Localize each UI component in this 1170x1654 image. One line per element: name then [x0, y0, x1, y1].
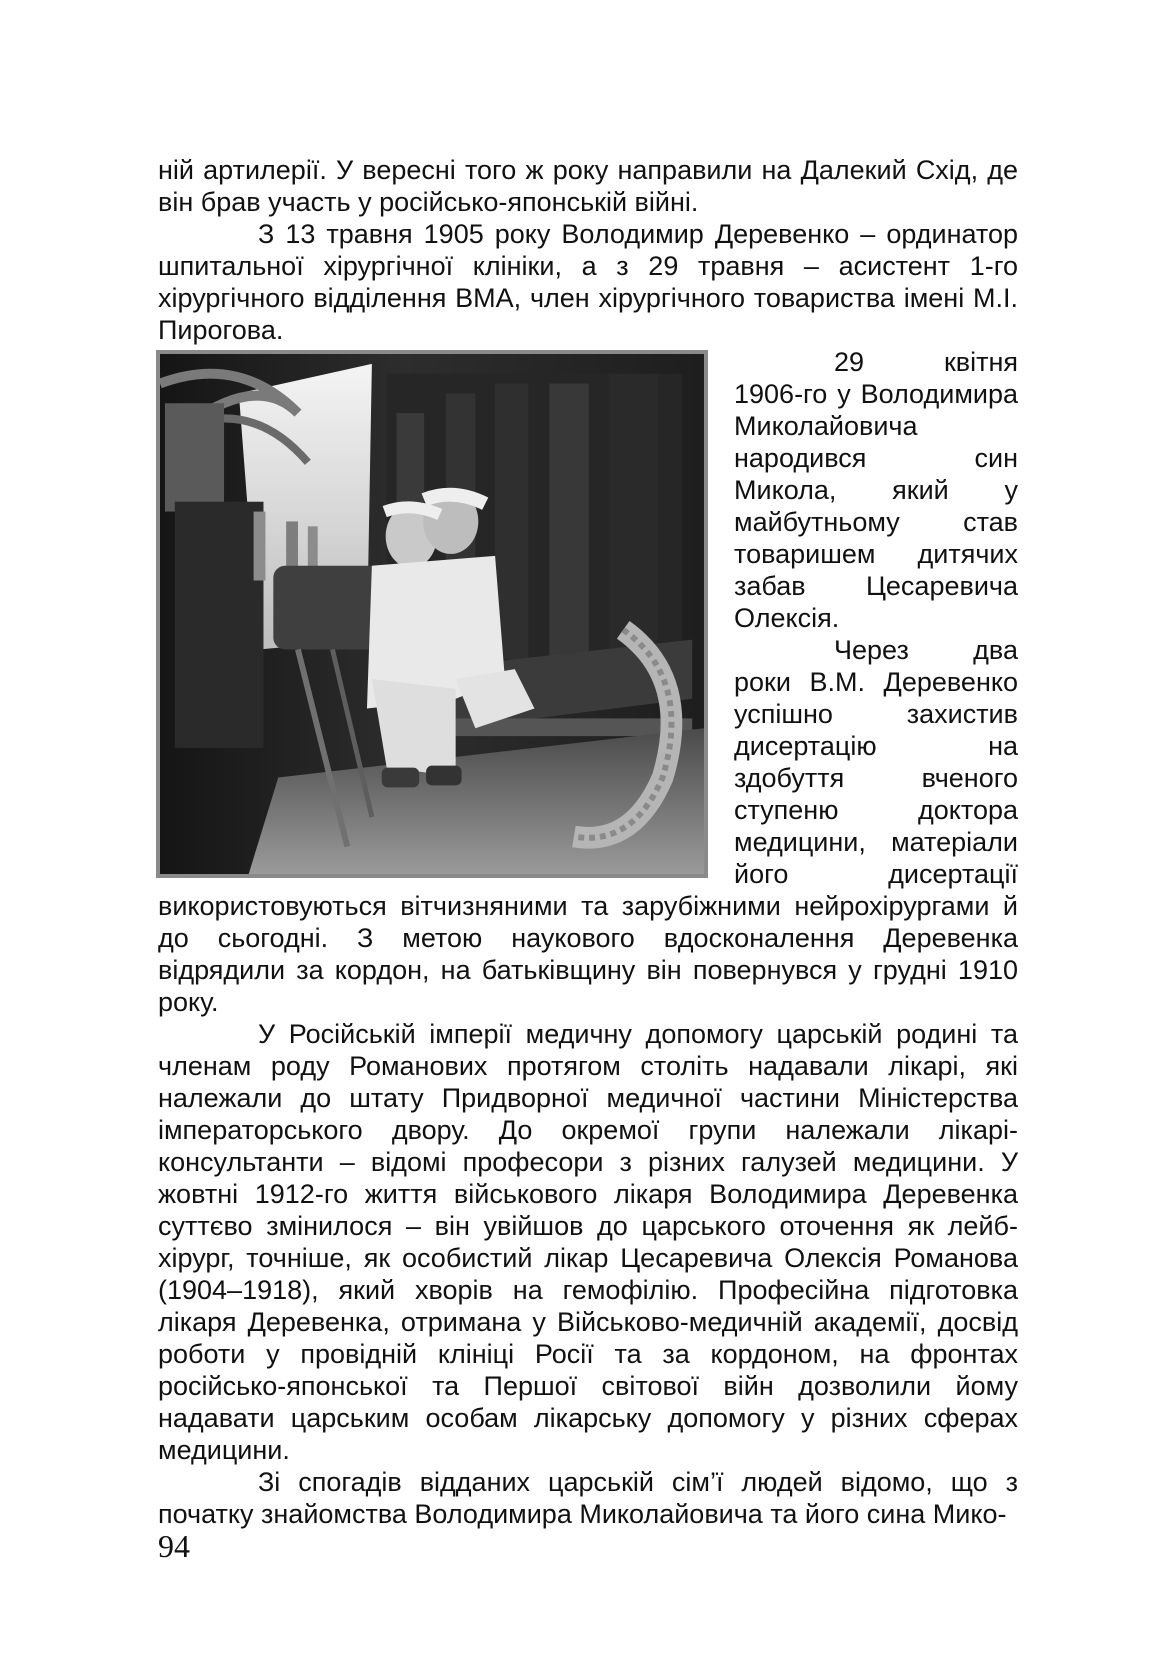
paragraph: ній артилерії. У вересні того ж року направили на Далекий Схід, де він брав участь у російсько-японській війні.	[158, 155, 1018, 217]
paragraph: У Російській імперії медичну допомогу царській родині та членам роду Романових протягом століть надавали лікарі, які належали до штату Придворної медичної частини Міністерства імператорського двору. До окремої групи належали лікарі-консультанти – відомі професори з різних галузей медицини. У жовтні 1912-го життя військового лікаря Володимира Деревенка суттєво змінилося – він увійшов до царського оточення як лейб-хірург, точніше, як особистий лікар Цесаревича Олексія Романова (1904–1918), який хворів на гемофілію. Професійна підготовка лікаря Деревенка, отримана у Військово-медичній академії, досвід роботи у провідній клініці Росії та за кордоном, на фронтах російсько-японської та Першої світової війн дозволили йому надавати царським особам лікарську допомогу у різних сферах медицини.	[158, 1019, 1018, 1465]
paragraph: Через два роки В.М. Деревенко успішно захистив дисертацію на здобуття вченого ступеню доктора медицини, матеріали його дисертації використовуються вітчизняними та зарубіжними нейрохірургами й до сьогодні. З метою наукового вдосконалення Деревенка відрядили за кордон, на батьківщину він повернувся у грудні 1910 року.	[158, 635, 1018, 1017]
paragraph: Зі спогадів відданих царській сім’ї людей відомо, що з початку знайомства Володимира Миколайовича та його сина Мико-	[158, 1467, 1018, 1529]
page-number: 94	[158, 1528, 190, 1564]
historical-photo	[156, 350, 708, 878]
photo-image	[160, 354, 704, 874]
body-text	[158, 154, 1018, 1530]
paragraph: З 13 травня 1905 року Володимир Деревенко – ординатор шпитальної хірургічної клініки, а з 29 травня – асистент 1-го хірургічного відділення ВМА, член хірургічного товариства імені М.І. Пирогова.	[158, 219, 1018, 345]
paragraph: 29 квітня 1906-го у Володимира Миколайовича народився син Микола, який у майбутньому став товаришем дитячих забав Цесаревича Олексія.	[734, 347, 1018, 633]
